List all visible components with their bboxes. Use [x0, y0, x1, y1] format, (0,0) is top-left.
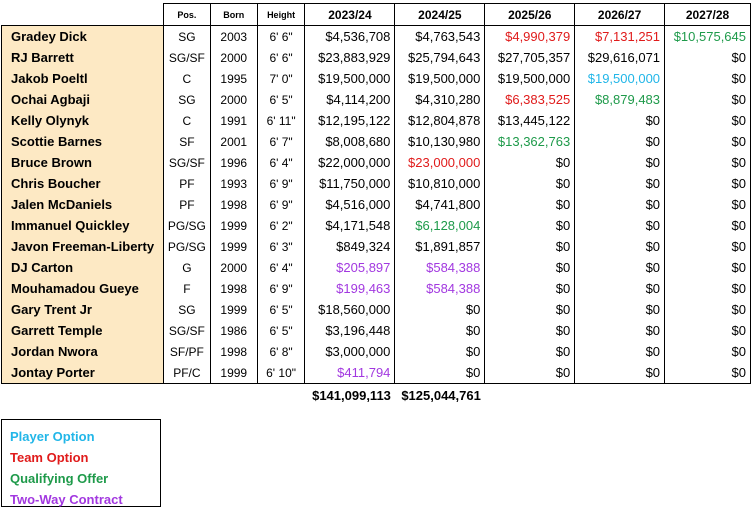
- player-height: 6' 5": [257, 320, 305, 341]
- salary-cell: $0: [485, 320, 575, 341]
- salary-cell: $0: [575, 215, 665, 236]
- player-name: Chris Boucher: [2, 173, 164, 194]
- player-height: 6' 5": [257, 299, 305, 320]
- salary-cell: $0: [395, 341, 485, 362]
- player-name: Jalen McDaniels: [2, 194, 164, 215]
- salary-cell: $3,196,448: [305, 320, 395, 341]
- table-row: [2, 194, 751, 215]
- table-row: [2, 26, 751, 48]
- total-2023-24: $141,099,113: [312, 387, 391, 403]
- player-position: PG/SG: [163, 236, 210, 257]
- player-name: Scottie Barnes: [2, 131, 164, 152]
- player-height: 6' 10": [257, 362, 305, 384]
- salary-cell: $0: [575, 236, 665, 257]
- player-born: 1993: [210, 173, 257, 194]
- player-born: 1998: [210, 278, 257, 299]
- player-height: 6' 4": [257, 257, 305, 278]
- player-position: SF/PF: [163, 341, 210, 362]
- salary-cell: $0: [665, 257, 751, 278]
- salary-cell: $584,388: [395, 278, 485, 299]
- salary-cell: $8,879,483: [575, 89, 665, 110]
- legend-team-option: Team Option: [10, 450, 89, 465]
- salary-cell: $0: [485, 152, 575, 173]
- salary-cell: $23,883,929: [305, 47, 395, 68]
- player-position: PF/C: [163, 362, 210, 384]
- salary-cell: $10,130,980: [395, 131, 485, 152]
- salary-cell: $0: [575, 320, 665, 341]
- player-born: 1999: [210, 299, 257, 320]
- player-height: 6' 7": [257, 131, 305, 152]
- table-row: [2, 215, 751, 236]
- salary-cell: $0: [575, 194, 665, 215]
- player-name: Bruce Brown: [2, 152, 164, 173]
- totals-spacer: [665, 384, 751, 407]
- player-height: 6' 5": [257, 89, 305, 110]
- salary-cell: $23,000,000: [395, 152, 485, 173]
- header-2026-27: 2026/27: [575, 4, 665, 26]
- legend-two-way-contract: Two-Way Contract: [10, 492, 123, 507]
- totals-row: [2, 384, 751, 407]
- salary-cell: $0: [485, 362, 575, 384]
- salary-cell: $4,171,548: [305, 215, 395, 236]
- salary-cell: $8,008,680: [305, 131, 395, 152]
- salary-cell: $6,383,525: [485, 89, 575, 110]
- player-height: 6' 6": [257, 26, 305, 48]
- player-name: Jontay Porter: [2, 362, 164, 384]
- totals-spacer: [257, 384, 305, 407]
- salary-cell: $29,616,071: [575, 47, 665, 68]
- salary-table: [1, 3, 751, 406]
- salary-cell: $25,794,643: [395, 47, 485, 68]
- salary-cell: $13,445,122: [485, 110, 575, 131]
- salary-cell: $0: [665, 89, 751, 110]
- table-row: [2, 131, 751, 152]
- salary-cell: $205,897: [305, 257, 395, 278]
- player-position: SG: [163, 299, 210, 320]
- salary-cell: $0: [665, 236, 751, 257]
- player-position: SG: [163, 89, 210, 110]
- player-height: 6' 9": [257, 194, 305, 215]
- salary-cell: $0: [485, 215, 575, 236]
- header-2027-28: 2027/28: [665, 4, 751, 26]
- table-row: [2, 257, 751, 278]
- totals-spacer: [485, 384, 575, 407]
- table-row: [2, 110, 751, 131]
- salary-cell: $19,500,000: [575, 68, 665, 89]
- salary-cell: $27,705,357: [485, 47, 575, 68]
- table-row: [2, 278, 751, 299]
- player-name: Garrett Temple: [2, 320, 164, 341]
- salary-cell: $19,500,000: [395, 68, 485, 89]
- salary-cell: $0: [665, 194, 751, 215]
- player-height: 6' 9": [257, 173, 305, 194]
- salary-cell: $0: [665, 341, 751, 362]
- player-position: C: [163, 110, 210, 131]
- salary-cell: $0: [575, 299, 665, 320]
- player-born: 2000: [210, 89, 257, 110]
- player-name: Gary Trent Jr: [2, 299, 164, 320]
- salary-cell: $7,131,251: [575, 26, 665, 48]
- table-row: [2, 320, 751, 341]
- salary-cell: $0: [575, 362, 665, 384]
- table-row: [2, 173, 751, 194]
- salary-cell: $0: [485, 299, 575, 320]
- table-row: [2, 341, 751, 362]
- salary-cell: $0: [485, 236, 575, 257]
- legend-qualifying-offer: Qualifying Offer: [10, 471, 109, 486]
- salary-cell: $22,000,000: [305, 152, 395, 173]
- salary-cell: $0: [665, 173, 751, 194]
- legend-player-option: Player Option: [10, 429, 95, 444]
- salary-cell: $4,516,000: [305, 194, 395, 215]
- player-height: 6' 11": [257, 110, 305, 131]
- header-born: Born: [210, 4, 257, 26]
- table-row: [2, 236, 751, 257]
- salary-cell: $12,195,122: [305, 110, 395, 131]
- player-born: 1999: [210, 362, 257, 384]
- player-born: 1995: [210, 68, 257, 89]
- player-position: C: [163, 68, 210, 89]
- player-position: G: [163, 257, 210, 278]
- salary-cell: $0: [395, 320, 485, 341]
- player-height: 6' 8": [257, 341, 305, 362]
- player-position: SG/SF: [163, 47, 210, 68]
- player-position: PG/SG: [163, 215, 210, 236]
- salary-cell: $0: [575, 152, 665, 173]
- salary-cell: $10,810,000: [395, 173, 485, 194]
- player-height: 6' 3": [257, 236, 305, 257]
- salary-cell: $11,750,000: [305, 173, 395, 194]
- salary-cell: $849,324: [305, 236, 395, 257]
- header-row: [2, 4, 751, 26]
- salary-cell: $19,500,000: [305, 68, 395, 89]
- table-row: [2, 68, 751, 89]
- header-2025-26: 2025/26: [485, 4, 575, 26]
- salary-cell: $3,000,000: [305, 341, 395, 362]
- player-position: SG: [163, 26, 210, 48]
- player-height: 7' 0": [257, 68, 305, 89]
- player-born: 2001: [210, 131, 257, 152]
- totals-spacer: [2, 384, 164, 407]
- table-row: [2, 89, 751, 110]
- salary-cell: $4,741,800: [395, 194, 485, 215]
- player-born: 1998: [210, 194, 257, 215]
- header-pos: Pos.: [163, 4, 210, 26]
- totals-spacer: [575, 384, 665, 407]
- player-born: 2000: [210, 47, 257, 68]
- player-name: Gradey Dick: [2, 26, 164, 48]
- salary-cell: $4,990,379: [485, 26, 575, 48]
- salary-cell: $13,362,763: [485, 131, 575, 152]
- player-name: Kelly Olynyk: [2, 110, 164, 131]
- salary-cell: $6,128,004: [395, 215, 485, 236]
- table-row: [2, 152, 751, 173]
- player-height: 6' 4": [257, 152, 305, 173]
- player-born: 1991: [210, 110, 257, 131]
- salary-cell: $0: [665, 68, 751, 89]
- player-position: PF: [163, 173, 210, 194]
- salary-cell: $0: [575, 278, 665, 299]
- salary-cell: $4,310,280: [395, 89, 485, 110]
- player-born: 2000: [210, 257, 257, 278]
- table-row: [2, 47, 751, 68]
- salary-cell: $0: [665, 131, 751, 152]
- salary-cell: $0: [665, 362, 751, 384]
- player-position: SG/SF: [163, 152, 210, 173]
- salary-cell: $4,114,200: [305, 89, 395, 110]
- player-position: PF: [163, 194, 210, 215]
- salary-cell: $0: [575, 131, 665, 152]
- salary-cell: $1,891,857: [395, 236, 485, 257]
- salary-cell: $0: [575, 173, 665, 194]
- player-born: 1999: [210, 236, 257, 257]
- player-name: Immanuel Quickley: [2, 215, 164, 236]
- salary-cell: $0: [485, 257, 575, 278]
- player-name: Ochai Agbaji: [2, 89, 164, 110]
- salary-cell: $0: [395, 362, 485, 384]
- player-born: 2003: [210, 26, 257, 48]
- player-born: 1999: [210, 215, 257, 236]
- salary-cell: $411,794: [305, 362, 395, 384]
- salary-cell: $0: [665, 320, 751, 341]
- table-row: [2, 299, 751, 320]
- header-blank: [2, 4, 164, 26]
- totals-spacer: [163, 384, 210, 407]
- salary-cell: $4,763,543: [395, 26, 485, 48]
- header-2024-25: 2024/25: [395, 4, 485, 26]
- salary-cell: $10,575,645: [665, 26, 751, 48]
- header-height: Height: [257, 4, 305, 26]
- table-row: [2, 362, 751, 384]
- legend-box: [1, 419, 161, 507]
- player-name: Mouhamadou Gueye: [2, 278, 164, 299]
- player-height: 6' 9": [257, 278, 305, 299]
- salary-cell: $0: [485, 341, 575, 362]
- header-2023-24: 2023/24: [305, 4, 395, 26]
- player-born: 1998: [210, 341, 257, 362]
- player-name: Jordan Nwora: [2, 341, 164, 362]
- total-2024-25: $125,044,761: [401, 387, 481, 403]
- salary-cell: $0: [665, 299, 751, 320]
- player-name: Javon Freeman-Liberty: [2, 236, 164, 257]
- salary-cell: $0: [665, 47, 751, 68]
- salary-cell: $199,463: [305, 278, 395, 299]
- player-name: Jakob Poeltl: [2, 68, 164, 89]
- salary-cell: $4,536,708: [305, 26, 395, 48]
- salary-cell: $0: [575, 341, 665, 362]
- player-name: DJ Carton: [2, 257, 164, 278]
- salary-cell: $0: [395, 299, 485, 320]
- player-born: 1996: [210, 152, 257, 173]
- salary-cell: $19,500,000: [485, 68, 575, 89]
- salary-cell: $0: [575, 257, 665, 278]
- player-born: 1986: [210, 320, 257, 341]
- player-position: SG/SF: [163, 320, 210, 341]
- player-name: RJ Barrett: [2, 47, 164, 68]
- salary-cell: $0: [485, 278, 575, 299]
- player-height: 6' 6": [257, 47, 305, 68]
- totals-spacer: [210, 384, 257, 407]
- salary-cell: $0: [665, 215, 751, 236]
- salary-cell: $0: [665, 278, 751, 299]
- salary-cell: $0: [485, 173, 575, 194]
- salary-cell: $12,804,878: [395, 110, 485, 131]
- salary-cell: $584,388: [395, 257, 485, 278]
- salary-cell: $0: [665, 110, 751, 131]
- salary-cell: $18,560,000: [305, 299, 395, 320]
- salary-cell: $0: [485, 194, 575, 215]
- player-height: 6' 2": [257, 215, 305, 236]
- player-position: SF: [163, 131, 210, 152]
- player-position: F: [163, 278, 210, 299]
- salary-cell: $0: [665, 152, 751, 173]
- salary-cell: $0: [575, 110, 665, 131]
